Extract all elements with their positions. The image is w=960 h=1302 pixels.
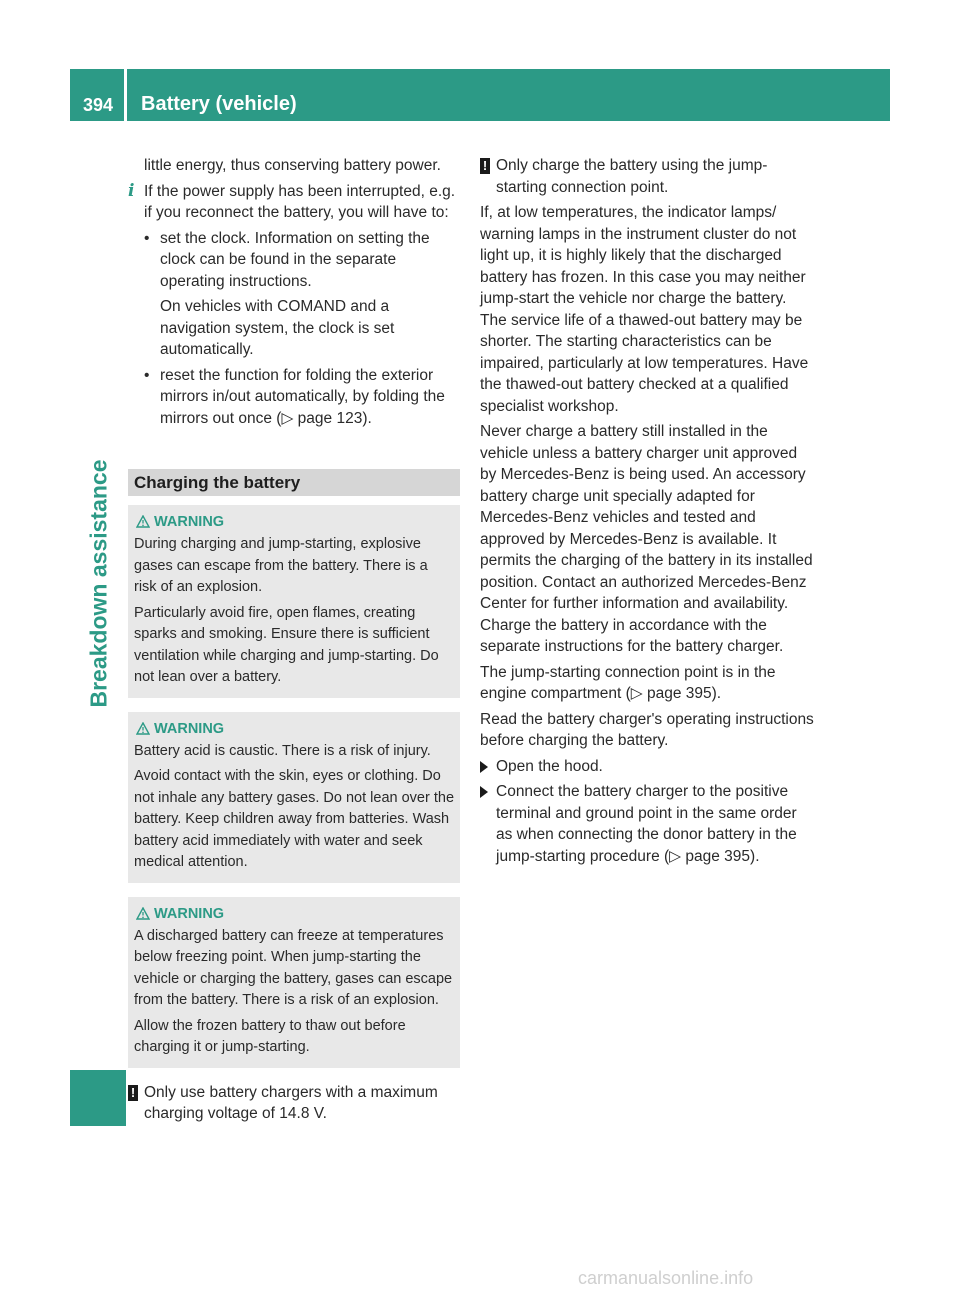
notice-text: Only use battery chargers with a maximum charging voltage of 14.8 V. bbox=[144, 1083, 438, 1122]
right-column bbox=[480, 155, 816, 871]
warning-text: Allow the frozen battery to thaw out before charging it or jump-starting. bbox=[134, 1017, 406, 1055]
list-item bbox=[128, 365, 460, 430]
info-note bbox=[128, 181, 460, 224]
warning-box bbox=[128, 505, 460, 698]
side-marker bbox=[70, 1070, 126, 1126]
notice bbox=[128, 1082, 460, 1125]
warning-text: Battery acid is caustic. There is a risk of injury. bbox=[134, 742, 431, 759]
warning-box bbox=[128, 897, 460, 1068]
header-divider bbox=[124, 69, 127, 121]
side-tab bbox=[70, 416, 127, 750]
warning-text: Particularly avoid fire, open flames, creating sparks and smoking. Ensure there is sufficient ventilation while charging and jump-starting. Do not lean over a battery. bbox=[134, 604, 439, 685]
step-text: Open the hood. bbox=[496, 757, 603, 775]
warning-header bbox=[134, 902, 454, 926]
page-number: 394 bbox=[83, 95, 114, 115]
warning-label: WARNING bbox=[154, 720, 225, 737]
warning-triangle-icon bbox=[136, 907, 150, 920]
info-icon: i bbox=[128, 180, 135, 201]
warning-header bbox=[134, 717, 454, 741]
warning-text: A discharged battery can freeze at temperatures below freezing point. When jump-starting the vehicle or charging the battery, gases can escape from the battery. There is a risk of an explosion. bbox=[134, 927, 453, 1008]
warning-triangle-icon bbox=[136, 515, 150, 528]
side-tab-label: Breakdown assistance bbox=[85, 458, 112, 708]
left-column bbox=[128, 155, 460, 1129]
body-paragraph: Read the battery charger's operating instructions before charging the battery. bbox=[480, 710, 814, 749]
notice-text: Only charge the battery using the jump-starting connection point. bbox=[496, 157, 768, 196]
warning-header bbox=[134, 510, 454, 534]
bullet-subtext: On vehicles with COMAND and a navigation system, the clock is set automatically. bbox=[160, 298, 395, 358]
page-title: Battery (vehicle) bbox=[141, 93, 297, 115]
notice bbox=[480, 155, 816, 198]
warning-triangle-icon bbox=[136, 722, 150, 735]
notice-icon: ! bbox=[128, 1085, 138, 1101]
warning-label: WARNING bbox=[154, 905, 225, 922]
bullet-text: set the clock. Information on setting the clock can be found in the separate operating instructions. bbox=[160, 229, 430, 290]
step-item bbox=[480, 781, 816, 867]
step-item bbox=[480, 756, 816, 778]
list-item bbox=[128, 228, 460, 293]
warning-text: During charging and jump-starting, explosive gases can escape from the battery. There is a risk of an explosion. bbox=[134, 536, 428, 595]
bullet-icon: • bbox=[144, 366, 150, 384]
notice-icon: ! bbox=[480, 158, 490, 174]
bullet-text: reset the function for folding the exterior mirrors in/out automatically, by folding the mirrors out once (▷ page 123). bbox=[160, 366, 445, 427]
warning-text: Avoid contact with the skin, eyes or clothing. Do not inhale any battery gases. Do not lean over the battery. Keep children away from batteries. Wash battery acid immediately with water and seek medical attention. bbox=[134, 768, 455, 870]
body-paragraph: Never charge a battery still installed in the vehicle unless a battery charger unit approved by Mercedes-Benz is being used. An accessory battery charge unit specially adapted for Mercedes-Benz vehicles and tested and approved by Mercedes-Benz is available. It permits the charging of the battery in its installed position. Contact an authorized Mercedes-Benz Center for further information and availability. Charge the battery in accordance with the separate instructions for the battery charger. bbox=[480, 423, 813, 655]
body-paragraph: The jump-starting connection point is in the engine compartment (▷ page 395). bbox=[480, 663, 776, 702]
body-paragraph: If, at low temperatures, the indicator lamps/ warning lamps in the instrument cluster do not light up, it is highly likely that the discharged battery has frozen. In this case you may neither jump-start the vehicle nor charge the battery. The service life of a thawed-out battery may be shorter. The starting characteristics can be impaired, particularly at low temperatures. Have the thawed-out battery checked at a qualified specialist workshop. bbox=[480, 204, 809, 415]
bullet-icon: • bbox=[144, 229, 150, 247]
warning-box bbox=[128, 712, 460, 883]
section-heading: Charging the battery bbox=[128, 469, 460, 496]
step-arrow-icon bbox=[480, 761, 488, 773]
watermark: carmanualsonline.info bbox=[578, 1268, 754, 1288]
step-arrow-icon bbox=[480, 786, 488, 798]
info-text: If the power supply has been interrupted, e.g. if you reconnect the battery, you will have to: bbox=[144, 182, 456, 221]
warning-label: WARNING bbox=[154, 514, 225, 530]
step-text: Connect the battery charger to the positive terminal and ground point in the same order as when connecting the donor battery in the jump-starting procedure (▷ page 395). bbox=[496, 783, 797, 865]
intro-text: little energy, thus conserving battery power. bbox=[144, 157, 441, 174]
